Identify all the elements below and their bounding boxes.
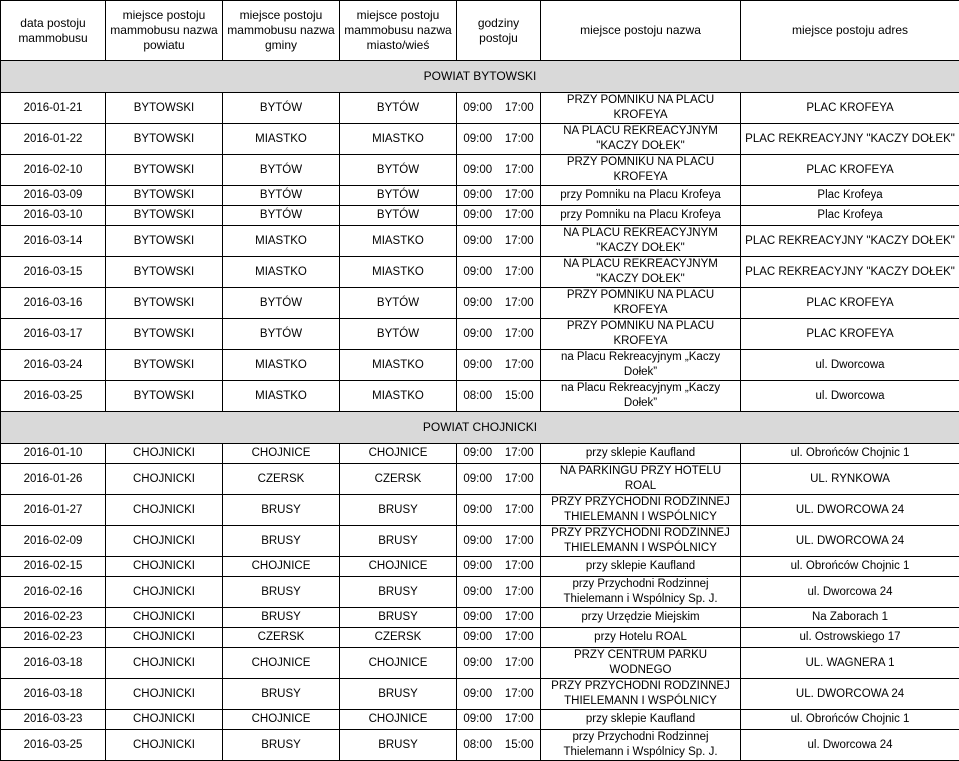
gmina-cell: BYTÓW [223,288,340,319]
gmina-cell: BYTÓW [223,206,340,226]
place-cell: PRZY POMNIKU NA PLACU KROFEYA [541,319,741,350]
table-row [1,93,959,124]
table-row [1,679,959,710]
date-cell: 2016-01-21 [1,93,106,124]
table-row [1,608,959,628]
date-cell: 2016-02-16 [1,577,106,608]
powiat-cell: CHOJNICKI [106,679,223,710]
gmina-cell: MIASTKO [223,381,340,412]
table-row [1,628,959,648]
miasto-cell: BRUSY [340,495,457,526]
date-cell: 2016-03-25 [1,730,106,761]
hour-to-cell: 17:00 [499,124,541,155]
gmina-cell: BRUSY [223,608,340,628]
place-cell: przy Urzędzie Miejskim [541,608,741,628]
address-cell: PLAC KROFEYA [741,93,959,124]
date-cell: 2016-03-15 [1,257,106,288]
date-cell: 2016-03-18 [1,679,106,710]
section-title: POWIAT CHOJNICKI [1,412,959,444]
address-cell: PLAC REKREACYJNY "KACZY DOŁEK" [741,124,959,155]
hour-from-cell: 09:00 [457,679,499,710]
gmina-cell: CZERSK [223,464,340,495]
miasto-cell: CHOJNICE [340,648,457,679]
section-row [1,61,959,93]
header-date: data postoju mammobusu [1,1,106,61]
table-row [1,730,959,761]
powiat-cell: CHOJNICKI [106,464,223,495]
hour-from-cell: 09:00 [457,350,499,381]
gmina-cell: MIASTKO [223,124,340,155]
header-gmina: miejsce postoju mammobusu nazwa gminy [223,1,340,61]
powiat-cell: BYTOWSKI [106,206,223,226]
place-cell: PRZY POMNIKU NA PLACU KROFEYA [541,93,741,124]
date-cell: 2016-01-26 [1,464,106,495]
hour-from-cell: 09:00 [457,257,499,288]
hour-to-cell: 17:00 [499,288,541,319]
table-row [1,186,959,206]
hour-from-cell: 09:00 [457,124,499,155]
hour-from-cell: 09:00 [457,495,499,526]
place-cell: przy Przychodni Rodzinnej Thielemann i Wspólnicy Sp. J. [541,577,741,608]
table-row [1,155,959,186]
date-cell: 2016-02-23 [1,608,106,628]
address-cell: ul. Ostrowskiego 17 [741,628,959,648]
gmina-cell: CHOJNICE [223,557,340,577]
hour-to-cell: 17:00 [499,444,541,464]
miasto-cell: BYTÓW [340,288,457,319]
table-row [1,124,959,155]
powiat-cell: CHOJNICKI [106,557,223,577]
hour-to-cell: 17:00 [499,557,541,577]
hour-to-cell: 17:00 [499,495,541,526]
hour-from-cell: 09:00 [457,155,499,186]
gmina-cell: CHOJNICE [223,710,340,730]
hour-to-cell: 17:00 [499,226,541,257]
table-row [1,526,959,557]
miasto-cell: CHOJNICE [340,444,457,464]
powiat-cell: BYTOWSKI [106,93,223,124]
place-cell: PRZY PRZYCHODNI RODZINNEJ THIELEMANN I WSPÓLNICY [541,526,741,557]
gmina-cell: BRUSY [223,577,340,608]
table-row [1,710,959,730]
hour-to-cell: 17:00 [499,577,541,608]
address-cell: UL. DWORCOWA 24 [741,495,959,526]
address-cell: ul. Obrońców Chojnic 1 [741,444,959,464]
place-cell: przy Pomniku na Placu Krofeya [541,206,741,226]
hour-to-cell: 17:00 [499,350,541,381]
powiat-cell: CHOJNICKI [106,608,223,628]
address-cell: ul. Dworcowa 24 [741,577,959,608]
miasto-cell: CHOJNICE [340,557,457,577]
miasto-cell: BRUSY [340,526,457,557]
powiat-cell: CHOJNICKI [106,730,223,761]
date-cell: 2016-01-27 [1,495,106,526]
gmina-cell: BYTÓW [223,93,340,124]
gmina-cell: BRUSY [223,495,340,526]
address-cell: Plac Krofeya [741,186,959,206]
address-cell: UL. RYNKOWA [741,464,959,495]
hour-from-cell: 09:00 [457,206,499,226]
hour-to-cell: 17:00 [499,608,541,628]
hour-to-cell: 17:00 [499,628,541,648]
hour-to-cell: 15:00 [499,730,541,761]
powiat-cell: CHOJNICKI [106,648,223,679]
hour-from-cell: 09:00 [457,608,499,628]
hour-to-cell: 17:00 [499,155,541,186]
hour-to-cell: 17:00 [499,186,541,206]
gmina-cell: CZERSK [223,628,340,648]
section-row [1,412,959,444]
powiat-cell: BYTOWSKI [106,257,223,288]
address-cell: UL. WAGNERA 1 [741,648,959,679]
powiat-cell: CHOJNICKI [106,526,223,557]
hour-from-cell: 09:00 [457,319,499,350]
table-row [1,257,959,288]
place-cell: NA PARKINGU PRZY HOTELU ROAL [541,464,741,495]
hour-from-cell: 09:00 [457,444,499,464]
powiat-cell: CHOJNICKI [106,710,223,730]
gmina-cell: BRUSY [223,679,340,710]
powiat-cell: CHOJNICKI [106,495,223,526]
miasto-cell: MIASTKO [340,226,457,257]
gmina-cell: MIASTKO [223,226,340,257]
address-cell: ul. Dworcowa [741,381,959,412]
miasto-cell: BYTÓW [340,319,457,350]
header-hours: godziny postoju [457,1,541,61]
address-cell: PLAC REKREACYJNY "KACZY DOŁEK" [741,226,959,257]
gmina-cell: CHOJNICE [223,648,340,679]
powiat-cell: BYTOWSKI [106,124,223,155]
miasto-cell: MIASTKO [340,381,457,412]
miasto-cell: CZERSK [340,464,457,495]
table-row [1,381,959,412]
gmina-cell: BRUSY [223,526,340,557]
place-cell: przy Przychodni Rodzinnej Thielemann i Wspólnicy Sp. J. [541,730,741,761]
address-cell: ul. Dworcowa [741,350,959,381]
powiat-cell: BYTOWSKI [106,350,223,381]
powiat-cell: CHOJNICKI [106,628,223,648]
hour-from-cell: 09:00 [457,186,499,206]
date-cell: 2016-03-23 [1,710,106,730]
hour-from-cell: 09:00 [457,464,499,495]
date-cell: 2016-02-15 [1,557,106,577]
header-address: miejsce postoju adres [741,1,959,61]
address-cell: Plac Krofeya [741,206,959,226]
table-row [1,319,959,350]
place-cell: NA PLACU REKREACYJNYM "KACZY DOŁEK" [541,226,741,257]
hour-from-cell: 09:00 [457,526,499,557]
gmina-cell: CHOJNICE [223,444,340,464]
date-cell: 2016-03-18 [1,648,106,679]
place-cell: PRZY CENTRUM PARKU WODNEGO [541,648,741,679]
powiat-cell: BYTOWSKI [106,288,223,319]
address-cell: PLAC KROFEYA [741,288,959,319]
powiat-cell: BYTOWSKI [106,186,223,206]
hour-to-cell: 17:00 [499,464,541,495]
powiat-cell: CHOJNICKI [106,444,223,464]
hour-to-cell: 17:00 [499,206,541,226]
table-row [1,648,959,679]
miasto-cell: CZERSK [340,628,457,648]
miasto-cell: BYTÓW [340,206,457,226]
powiat-cell: BYTOWSKI [106,319,223,350]
miasto-cell: BRUSY [340,730,457,761]
powiat-cell: CHOJNICKI [106,577,223,608]
table-row [1,350,959,381]
miasto-cell: BRUSY [340,577,457,608]
place-cell: PRZY PRZYCHODNI RODZINNEJ THIELEMANN I WSPÓLNICY [541,679,741,710]
place-cell: PRZY POMNIKU NA PLACU KROFEYA [541,288,741,319]
place-cell: PRZY POMNIKU NA PLACU KROFEYA [541,155,741,186]
date-cell: 2016-02-10 [1,155,106,186]
address-cell: PLAC REKREACYJNY "KACZY DOŁEK" [741,257,959,288]
header-miasto: miejsce postoju mammobusu nazwa miasto/wieś [340,1,457,61]
date-cell: 2016-03-14 [1,226,106,257]
header-powiat: miejsce postoju mammobusu nazwa powiatu [106,1,223,61]
powiat-cell: BYTOWSKI [106,226,223,257]
date-cell: 2016-03-10 [1,206,106,226]
powiat-cell: BYTOWSKI [106,155,223,186]
miasto-cell: CHOJNICE [340,710,457,730]
table-row [1,495,959,526]
header-place: miejsce postoju nazwa [541,1,741,61]
address-cell: UL. DWORCOWA 24 [741,679,959,710]
hour-from-cell: 08:00 [457,730,499,761]
date-cell: 2016-01-10 [1,444,106,464]
place-cell: przy Pomniku na Placu Krofeya [541,186,741,206]
gmina-cell: MIASTKO [223,257,340,288]
hour-to-cell: 17:00 [499,319,541,350]
date-cell: 2016-03-25 [1,381,106,412]
miasto-cell: BRUSY [340,608,457,628]
date-cell: 2016-02-09 [1,526,106,557]
address-cell: PLAC KROFEYA [741,319,959,350]
date-cell: 2016-01-22 [1,124,106,155]
place-cell: na Placu Rekreacyjnym „Kaczy Dołek” [541,350,741,381]
hour-from-cell: 09:00 [457,628,499,648]
place-cell: przy sklepie Kaufland [541,557,741,577]
place-cell: NA PLACU REKREACYJNYM "KACZY DOŁEK" [541,257,741,288]
table-row [1,288,959,319]
table-row [1,444,959,464]
miasto-cell: MIASTKO [340,350,457,381]
hour-from-cell: 08:00 [457,381,499,412]
gmina-cell: BYTÓW [223,186,340,206]
date-cell: 2016-03-17 [1,319,106,350]
hour-from-cell: 09:00 [457,93,499,124]
hour-from-cell: 09:00 [457,288,499,319]
date-cell: 2016-03-09 [1,186,106,206]
table-row [1,464,959,495]
address-cell: UL. DWORCOWA 24 [741,526,959,557]
address-cell: ul. Dworcowa 24 [741,730,959,761]
place-cell: PRZY PRZYCHODNI RODZINNEJ THIELEMANN I WSPÓLNICY [541,495,741,526]
address-cell: ul. Obrońców Chojnic 1 [741,710,959,730]
place-cell: na Placu Rekreacyjnym „Kaczy Dołek” [541,381,741,412]
miasto-cell: MIASTKO [340,124,457,155]
table-row [1,206,959,226]
table-row [1,577,959,608]
powiat-cell: BYTOWSKI [106,381,223,412]
hour-to-cell: 15:00 [499,381,541,412]
hour-to-cell: 17:00 [499,679,541,710]
address-cell: ul. Obrońców Chojnic 1 [741,557,959,577]
address-cell: PLAC KROFEYA [741,155,959,186]
miasto-cell: BYTÓW [340,155,457,186]
hour-from-cell: 09:00 [457,577,499,608]
address-cell: Na Zaborach 1 [741,608,959,628]
date-cell: 2016-02-23 [1,628,106,648]
hour-from-cell: 09:00 [457,226,499,257]
gmina-cell: MIASTKO [223,350,340,381]
miasto-cell: MIASTKO [340,257,457,288]
place-cell: przy sklepie Kaufland [541,444,741,464]
gmina-cell: BYTÓW [223,155,340,186]
miasto-cell: BYTÓW [340,186,457,206]
hour-from-cell: 09:00 [457,648,499,679]
table-body [1,61,959,761]
hour-to-cell: 17:00 [499,526,541,557]
hour-to-cell: 17:00 [499,710,541,730]
table-row [1,557,959,577]
place-cell: przy Hotelu ROAL [541,628,741,648]
date-cell: 2016-03-16 [1,288,106,319]
place-cell: przy sklepie Kaufland [541,710,741,730]
section-title: POWIAT BYTOWSKI [1,61,959,93]
hour-to-cell: 17:00 [499,93,541,124]
gmina-cell: BYTÓW [223,319,340,350]
place-cell: NA PLACU REKREACYJNYM "KACZY DOŁEK" [541,124,741,155]
hour-from-cell: 09:00 [457,710,499,730]
header-row [1,1,959,61]
gmina-cell: BRUSY [223,730,340,761]
hour-from-cell: 09:00 [457,557,499,577]
date-cell: 2016-03-24 [1,350,106,381]
miasto-cell: BRUSY [340,679,457,710]
table-row [1,226,959,257]
miasto-cell: BYTÓW [340,93,457,124]
hour-to-cell: 17:00 [499,257,541,288]
hour-to-cell: 17:00 [499,648,541,679]
